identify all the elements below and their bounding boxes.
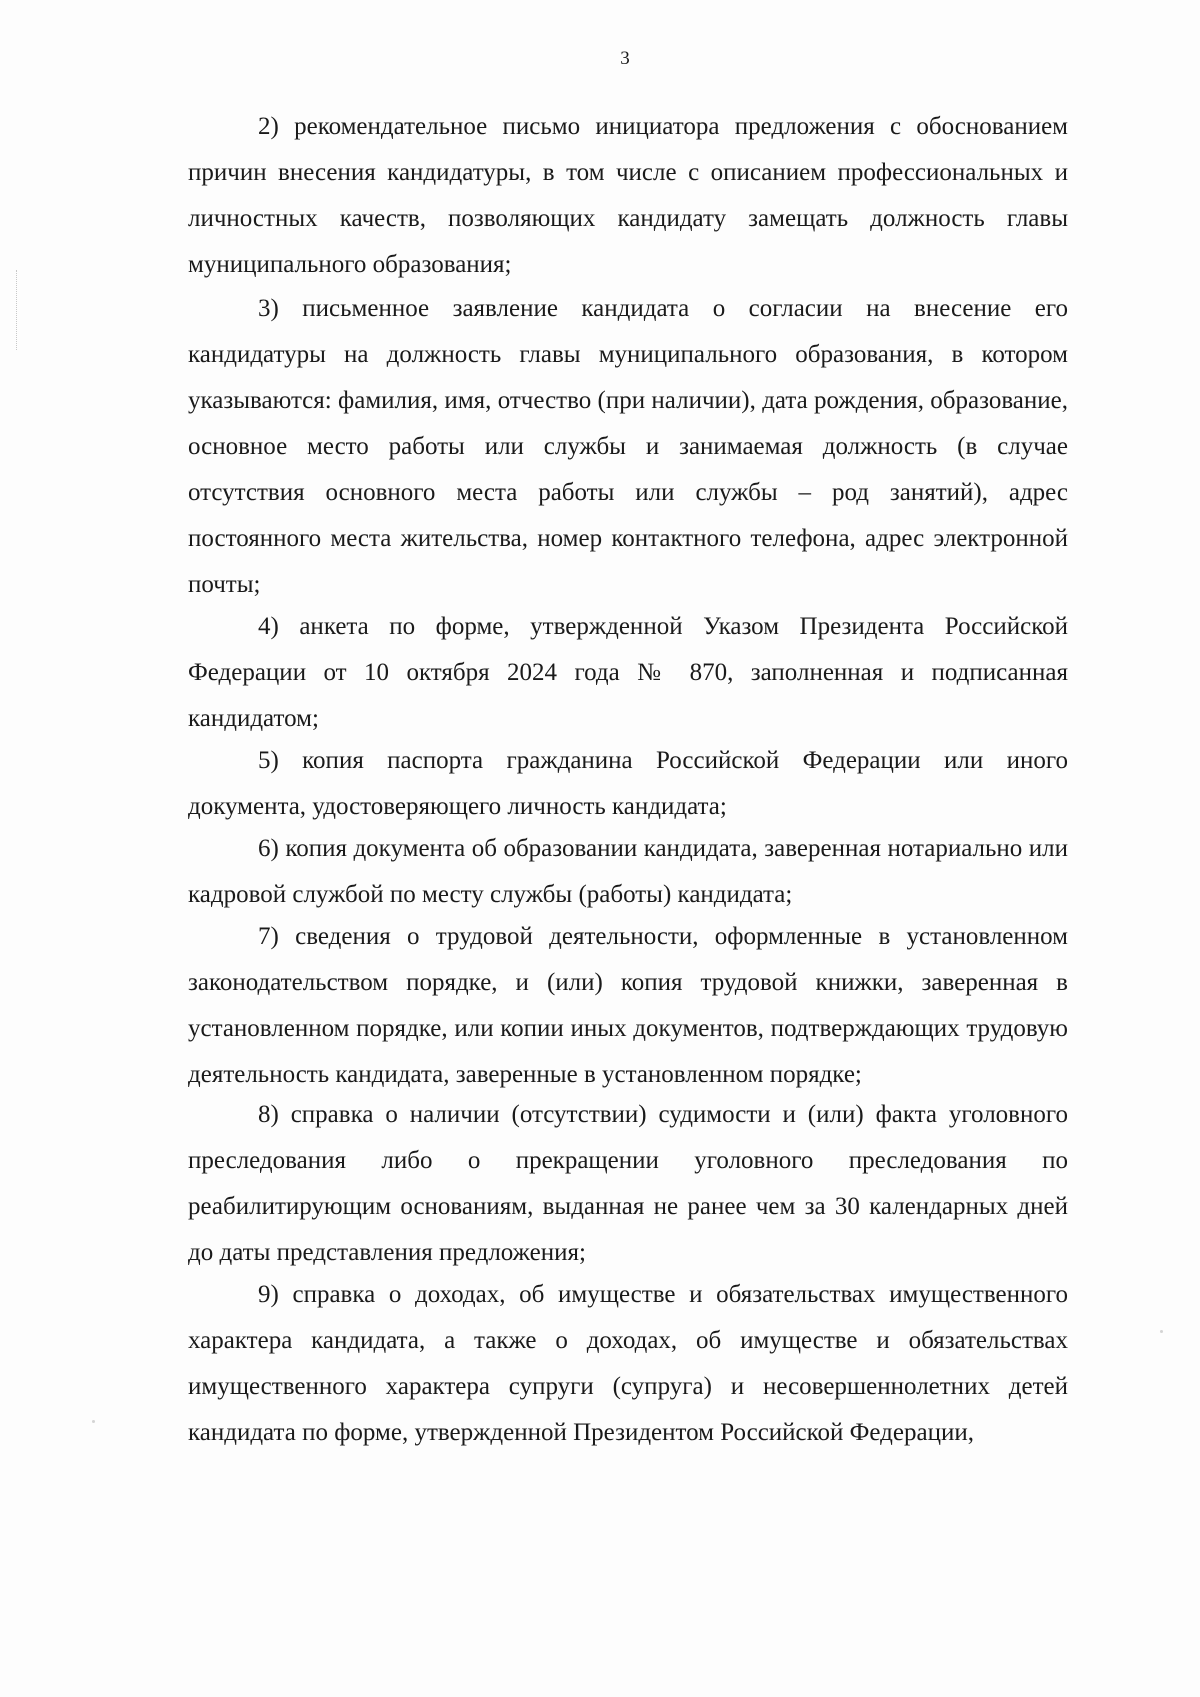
page-number: 3 [620, 48, 630, 69]
list-item-6: 6) копия документа об образовании кандидата, заверенная нотариально или кадровой службой по месту службы (работы) кандидата; [188, 835, 1068, 908]
scan-artifact-dot [1160, 1330, 1163, 1333]
list-item-2: 2) рекомендательное письмо инициатора предложения с обоснованием причин внесения кандидатуры, в том числе с описанием профессиональных и личностных качеств, позволяющих кандидату замещать должность главы муниципального образования; [188, 113, 1068, 278]
list-item-3: 3) письменное заявление кандидата о согласии на внесение его кандидатуры на должность главы муниципального образования, в котором указываются: фамилия, имя, отчество (при наличии), дата рождения, образование, основное место работы или службы и занимаемая должность (в случае отсутствия основного места работы или службы – род занятий), адрес постоянного места жительства, номер контактного телефона, адрес электронной почты; [188, 295, 1068, 598]
scan-artifact-dot [92, 1420, 95, 1423]
list-item-4: 4) анкета по форме, утвержденной Указом Президента Российской Федерации от 10 октября 2024 года № 870, заполненная и подписанная кандидатом; [188, 613, 1068, 732]
list-item-9: 9) справка о доходах, об имуществе и обязательствах имущественного характера кандидата, а также о доходах, об имуществе и обязательствах имущественного характера супруги (супруга) и несовершеннолетних детей кандидата по форме, утвержденной Президентом Российской Федерации, [188, 1281, 1068, 1446]
list-item-5: 5) копия паспорта гражданина Российской Федерации или иного документа, удостоверяющего личность кандидата; [188, 747, 1068, 820]
scan-artifact [16, 270, 19, 350]
list-item-8: 8) справка о наличии (отсутствии) судимости и (или) факта уголовного преследования либо о прекращении уголовного преследования по реабилитирующим основаниям, выданная не ранее чем за 30 календарных дней до даты представления предложения; [188, 1101, 1068, 1266]
list-item-7: 7) сведения о трудовой деятельности, оформленные в установленном законодательством порядке, и (или) копия трудовой книжки, заверенная в установленном порядке, или копии иных документов, подтверждающих трудовую деятельность кандидата, заверенные в установленном порядке; [188, 923, 1068, 1088]
